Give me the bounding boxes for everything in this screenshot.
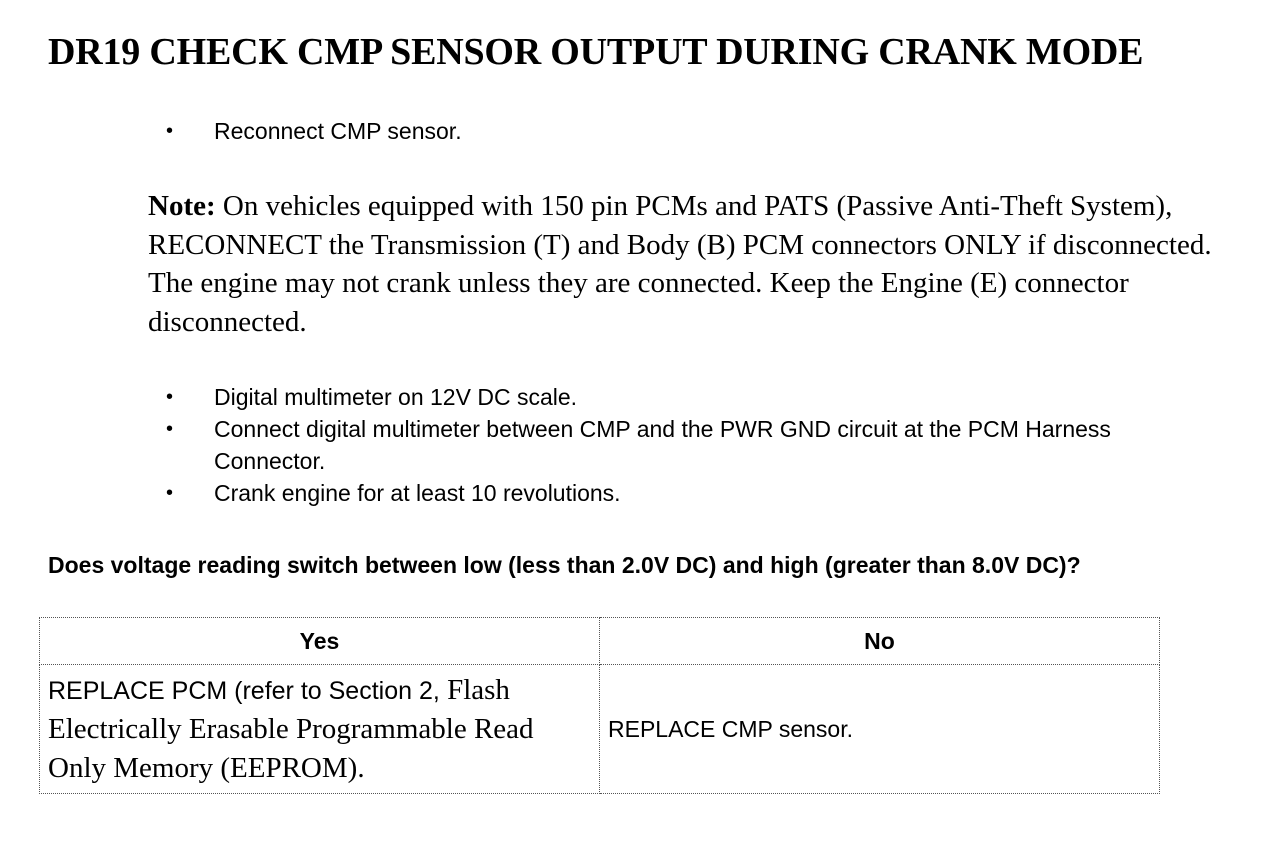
- header-yes: Yes: [40, 618, 600, 665]
- step-text: Digital multimeter on 12V DC scale.: [214, 384, 578, 410]
- list-item: [160, 477, 1214, 509]
- list-item: [160, 381, 1214, 413]
- yes-cell: [40, 665, 600, 794]
- yes-cell-rest: Flash Electrically Erasable Programmable Read Only Memory (EEPROM).: [48, 673, 534, 784]
- bullet-icon: •: [166, 482, 174, 504]
- question-text: Does voltage reading switch between low (less than 2.0V DC) and high (greater than 8.0V DC)?: [48, 552, 1081, 578]
- bullet-icon: •: [166, 120, 174, 142]
- table-row: [40, 665, 1160, 794]
- list-item: [160, 413, 1214, 477]
- yes-cell-lead: REPLACE PCM (refer to Section 2,: [48, 676, 440, 705]
- no-cell: REPLACE CMP sensor.: [600, 665, 1160, 794]
- note-paragraph: [148, 187, 1223, 341]
- header-no: No: [600, 618, 1160, 665]
- bullet-icon: •: [166, 418, 174, 440]
- note-text: On vehicles equipped with 150 pin PCMs and PATS (Passive Anti-Theft System), RECONNECT the Transmission (T) and Body (B) PCM connectors ONLY if disconnected. The engine may not crank unless they are connected. Keep the Engine (E) connector disconnected.: [148, 190, 1212, 338]
- list-item: [160, 115, 1214, 147]
- note-label: Note:: [148, 190, 216, 222]
- table-header-row: [40, 618, 1160, 665]
- steps-after-note-list: [160, 381, 1214, 509]
- page-title: DR19 CHECK CMP SENSOR OUTPUT DURING CRANK MODE: [48, 31, 1144, 73]
- step-text: Reconnect CMP sensor.: [214, 118, 462, 144]
- answer-table: [39, 617, 1160, 794]
- step-text: Crank engine for at least 10 revolutions.: [214, 480, 621, 506]
- steps-before-note-list: [160, 115, 1214, 147]
- bullet-icon: •: [166, 386, 174, 408]
- step-text: Connect digital multimeter between CMP and the PWR GND circuit at the PCM Harness Connector.: [214, 416, 1111, 474]
